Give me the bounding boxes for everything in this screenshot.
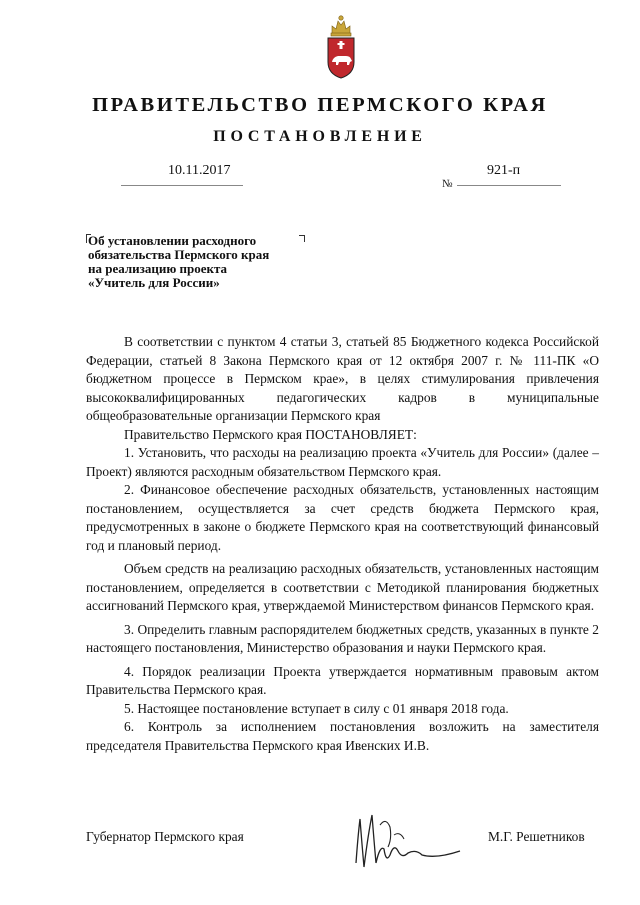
number-label: № xyxy=(442,178,453,190)
decree-subject: Об установлении расходного обязательства Пермского края на реализацию проекта «Учитель для России» xyxy=(88,233,270,290)
document-type-title: ПОСТАНОВЛЕНИЕ xyxy=(213,128,427,145)
decree-body xyxy=(86,333,599,755)
government-title: ПРАВИТЕЛЬСТВО ПЕРМСКОГО КРАЯ xyxy=(92,94,548,116)
paragraph-preamble: В соответствии с пунктом 4 статьи 3, статьей 85 Бюджетного кодекса Российской Федерации, статьей 8 Закона Пермского края от 12 октября 2007 г. № 111-ПК «О бюджетном процессе в Пермском крае», в целях стимулирования привлечения высококвалифицированных педагогических кадров в муниципальные общеобразовательные организации Пермского края xyxy=(86,334,599,423)
paragraph-item-5: 5. Настоящее постановление вступает в силу с 01 января 2018 года. xyxy=(124,700,509,716)
paragraph-item-2-volume: Объем средств на реализацию расходных обязательств, установленных настоящим постановлением, определяется в соответствии с Методикой планирования бюджетных ассигнований Пермского края, утверждаемой Министерством финансов Пермского края. xyxy=(86,561,599,613)
paragraph-item-6: 6. Контроль за исполнением постановления возложить на заместителя председателя Правительства Пермского края Ивенских И.В. xyxy=(86,719,599,753)
signatory-name: М.Г. Решетников xyxy=(488,829,585,844)
paragraph-item-3: 3. Определить главным распорядителем бюджетных средств, указанных в пункте 2 настоящего постановления, Министерство образования и науки Пермского края. xyxy=(86,621,599,655)
paragraph-item-1: 1. Установить, что расходы на реализацию проекта «Учитель для России» (далее – Проект) являются расходным обязательством Пермского края. xyxy=(86,445,599,479)
paragraph-item-4: 4. Порядок реализации Проекта утверждается нормативным правовым актом Правительства Пермского края. xyxy=(86,663,599,697)
number-underline xyxy=(457,185,561,186)
decree-date: 10.11.2017 xyxy=(168,163,231,178)
decree-number: 921-п xyxy=(487,163,521,178)
paragraph-item-2: 2. Финансовое обеспечение расходных обязательств, установленных настоящим постановлением, осуществляется за счет средств бюджета Пермского края, предусмотренных в законе о бюджете Пермского края на соответствующий финансовый год и плановый период. xyxy=(86,482,599,553)
coat-of-arms-icon xyxy=(321,12,361,82)
date-underline xyxy=(121,185,243,186)
signatory-position: Губернатор Пермского края xyxy=(86,829,244,844)
paragraph-resolves: Правительство Пермского края ПОСТАНОВЛЯЕТ: xyxy=(124,426,417,442)
handwritten-signature xyxy=(350,805,465,875)
